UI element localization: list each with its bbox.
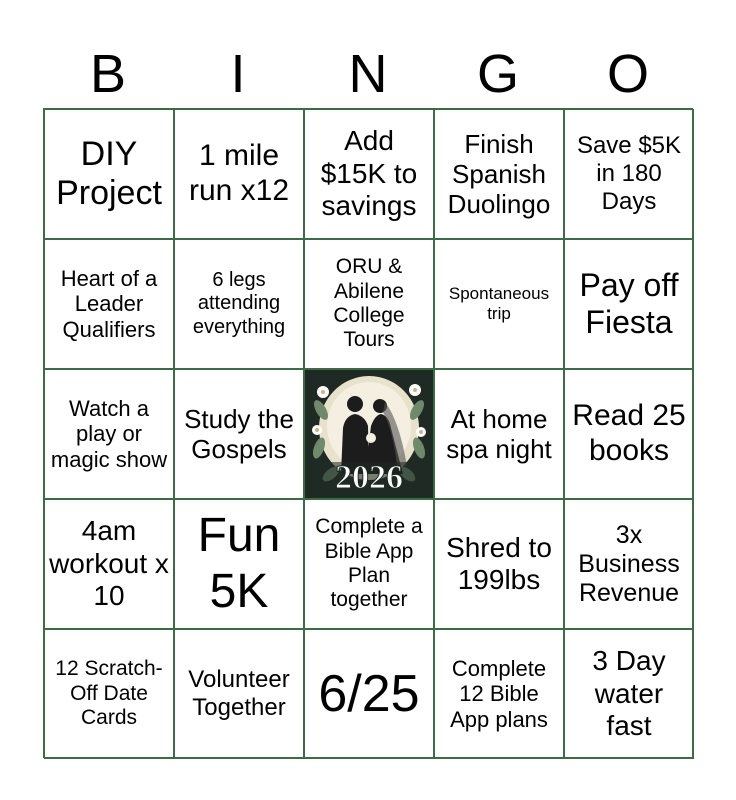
bingo-cell[interactable]: 12 Scratch-Off Date Cards [44, 629, 174, 759]
bingo-cell[interactable]: 3 Day water fast [564, 629, 694, 759]
bingo-cell[interactable]: 6 legs attending everything [174, 239, 304, 369]
bingo-cell[interactable]: Finish Spanish Duolingo [434, 109, 564, 239]
bingo-board [43, 108, 693, 758]
bingo-cell[interactable]: 4am workout x 10 [44, 499, 174, 629]
bingo-cell[interactable]: 3x Business Revenue [564, 499, 694, 629]
bingo-cell[interactable]: ORU & Abilene College Tours [304, 239, 434, 369]
bingo-cell[interactable]: Shred to 199lbs [434, 499, 564, 629]
bingo-cell[interactable]: Study the Gospels [174, 369, 304, 499]
bingo-cell[interactable]: Save $5K in 180 Days [564, 109, 694, 239]
bingo-cell[interactable]: Heart of a Leader Qualifiers [44, 239, 174, 369]
bingo-cell[interactable]: Complete a Bible App Plan together [304, 499, 434, 629]
header-letter-i: I [230, 44, 246, 104]
bingo-cell[interactable]: 6/25 [304, 629, 434, 759]
free-space-year: 2026 [335, 459, 403, 496]
bingo-header [43, 40, 693, 108]
bingo-cell[interactable]: Add $15K to savings [304, 109, 434, 239]
bingo-cell[interactable]: Spontaneous trip [434, 239, 564, 369]
header-letter-o: O [606, 44, 649, 104]
header-letter-b: B [89, 44, 127, 104]
bingo-cell[interactable]: Volunteer Together [174, 629, 304, 759]
header-letter-g: G [476, 44, 519, 104]
bingo-cell[interactable]: DIY Project [44, 109, 174, 239]
wedding-couple-icon [305, 370, 433, 498]
bingo-cell[interactable]: Read 25 books [564, 369, 694, 499]
bingo-cell[interactable]: At home spa night [434, 369, 564, 499]
free-space [304, 369, 434, 499]
header-letter-n: N [348, 44, 388, 104]
bingo-cell[interactable]: Fun 5K [174, 499, 304, 629]
bingo-cell[interactable]: Complete 12 Bible App plans [434, 629, 564, 759]
bingo-cell[interactable]: Watch a play or magic show [44, 369, 174, 499]
bingo-cell[interactable]: 1 mile run x12 [174, 109, 304, 239]
bingo-cell[interactable]: Pay off Fiesta [564, 239, 694, 369]
